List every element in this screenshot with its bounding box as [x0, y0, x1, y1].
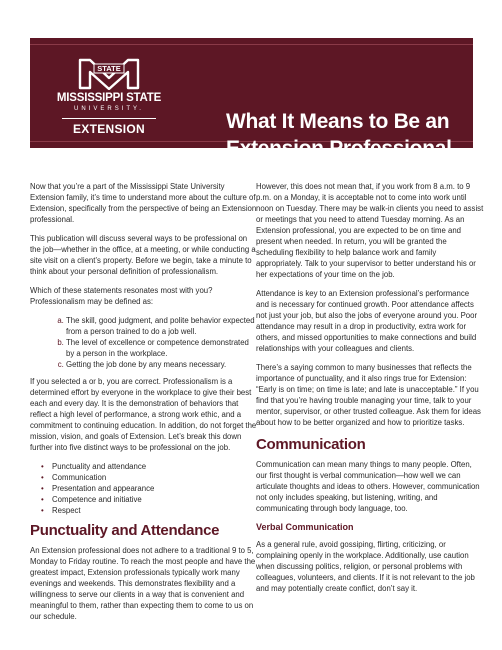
saying-paragraph: There’s a saying common to many businesses that reflects the importance of punctuality, and it also rings true for Extension: “Early is on time; on time is late; and late is unacceptable.” If you find that you’re having trouble managing your time, talk to your mentor, supervisor, or other trusted colleague. Ask them for ideas about how to be better organized and how to prioritize tasks. [256, 363, 481, 427]
logo-divider [62, 118, 156, 119]
right-column [256, 181, 484, 602]
heading-punctuality: Punctuality and Attendance [30, 522, 220, 539]
intro-paragraph: Now that you’re a part of the Mississippi State University Extension family, it’s time to understand more about the culture of Extension, specifically from the perspective of being an Extension professional. [30, 182, 257, 224]
punctuality-paragraph: An Extension professional does not adhere to a traditional 9 to 5, Monday to Friday routine. To reach the most people and have the greatest impact, Extension professionals typically work many evenings and weekends. This demonstrates flexibility and a willingness to serve our clients in a way that is convenient and meaningful to them, rather than expecting them to come to us on our schedule. [30, 546, 256, 621]
msu-extension-logo [44, 56, 174, 140]
communication-paragraph: Communication can mean many things to many people. Often, our first thought is verbal communication—how well we can articulate thoughts and ideas to others. However, communication not only includes speaking, but listening, writing, and communicating through body language, too. [256, 460, 480, 513]
left-column [30, 181, 258, 630]
logo-university-word: UNIVERSITY. [74, 106, 144, 112]
logo-extension: EXTENSION [72, 122, 146, 136]
page-title-line-2: Extension Professional [226, 137, 452, 160]
definition-options [30, 315, 258, 370]
list-item: • Punctuality and attendance [52, 461, 258, 472]
question-paragraph: Which of these statements resonates most with you? Professionalism may be defined as: [30, 286, 213, 306]
list-item: • Competence and initiative [52, 494, 258, 505]
schedule-paragraph: However, this does not mean that, if you work from 8 a.m. to 9 p.m. on a Monday, it is acceptable not to come into work until noon on Tuesday. There may be walk-in clients you need to assist or meetings that you need to attend Tuesday morning. As an Extension professional, you are expected to be on time and present when needed. In return, you will be granted the scheduling flexibility to help balance work and family appropriately. Talk to your supervisor to better understand his or her expectations of your time on the job. [256, 182, 484, 279]
heading-communication: Communication [256, 436, 366, 453]
page-title-line-1: What It Means to Be an [226, 110, 450, 133]
logo-university-name: MISSISSIPPI STATE [56, 92, 162, 104]
emblem-text: STATE [97, 64, 121, 73]
msu-emblem-icon [76, 56, 142, 90]
option-c: c. Getting the job done by any means necessary. [66, 359, 258, 370]
verbal-paragraph: As a general rule, avoid gossiping, flirting, criticizing, or complaining openly in the workplace. Additionally, use caution when discussing politics, religion, or personal problems with colleagues, volunteers, and clients. If it is not relevant to the job and may potentially create conflict, don’t say it. [256, 540, 475, 593]
banner-top-rule [30, 44, 473, 45]
answer-paragraph: If you selected a or b, you are correct. Professionalism is a determined effort by everyone in the workplace to give their best each and every day. It is the demonstration of behaviors that reflect a high level of performance, a strong work ethic, and a commitment to continuing education. In addition, do not forget the mission, vision, and goals of Extension. Let’s break this down further into five distinct ways to be professional on the job. [30, 377, 257, 452]
heading-verbal-communication: Verbal Communication [256, 522, 354, 532]
option-a: a. The skill, good judgment, and polite behavior expected from a person trained to do a job well. [66, 315, 258, 337]
five-ways-list [30, 461, 258, 516]
list-item: • Presentation and appearance [52, 483, 258, 494]
purpose-paragraph: This publication will discuss several ways to be professional on the job—whether in the office, at a meeting, or while conducting a site visit on a client’s property. Before we begin, take a minute to think about your personal definition of professionalism. [30, 234, 256, 276]
option-b: b. The level of excellence or competence demonstrated by a person in the workplace. [66, 337, 258, 359]
attendance-paragraph: Attendance is key to an Extension professional’s performance and is necessary for continued growth. Poor attendance affects not just your job, but also the jobs of everyone around you. Poor attendance may result in a drop in productivity, extra work for others, and missed opportunities to make connections and build relationships with your colleagues and clients. [256, 289, 478, 353]
list-item: • Respect [52, 505, 258, 516]
list-item: • Communication [52, 472, 258, 483]
page-title [226, 108, 476, 162]
header-banner [30, 38, 473, 160]
